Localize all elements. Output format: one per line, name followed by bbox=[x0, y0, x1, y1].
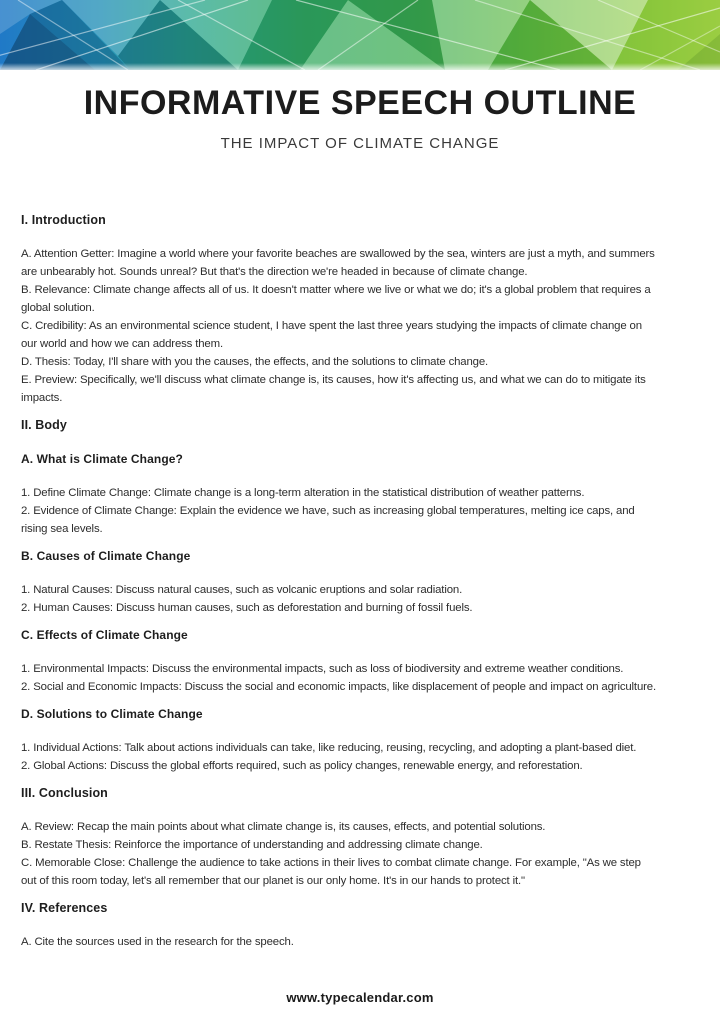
banner-geometric-art bbox=[0, 0, 720, 70]
outline-item: A. Attention Getter: Imagine a world where your favorite beaches are swallowed by the sea, winters are just a myth, and summers are unbearably hot. Sounds unreal? But that's the direction we're headed in because of climate change. bbox=[21, 248, 655, 278]
outline-item: A. Cite the sources used in the research for the speech. bbox=[21, 936, 294, 948]
outline-item: 2. Social and Economic Impacts: Discuss the social and economic impacts, like displacement of people and impact on agriculture. bbox=[21, 681, 656, 693]
outline-item: 1. Individual Actions: Talk about actions individuals can take, like reducing, reusing, recycling, and adopting a plant-based diet. bbox=[21, 742, 637, 754]
heading-references: IV. References bbox=[21, 901, 108, 915]
subheading-causes-of-climate-change: B. Causes of Climate Change bbox=[21, 549, 191, 563]
outline-item: B. Restate Thesis: Reinforce the importance of understanding and addressing climate change. bbox=[21, 839, 483, 851]
outline-item: 1. Define Climate Change: Climate change is a long-term alteration in the statistical distribution of weather patterns. bbox=[21, 487, 585, 499]
heading-conclusion: III. Conclusion bbox=[21, 786, 108, 800]
outline-item: C. Credibility: As an environmental science student, I have spent the last three years studying the impacts of climate change on our world and how we can address them. bbox=[21, 320, 642, 350]
outline-content bbox=[0, 153, 678, 951]
outline-item: 2. Global Actions: Discuss the global efforts required, such as policy changes, renewable energy, and reforestation. bbox=[21, 760, 583, 772]
outline-item: A. Review: Recap the main points about what climate change is, its causes, effects, and potential solutions. bbox=[21, 821, 546, 833]
outline-item: 2. Human Causes: Discuss human causes, such as deforestation and burning of fossil fuels. bbox=[21, 602, 473, 614]
outline-item: 1. Natural Causes: Discuss natural causes, such as volcanic eruptions and solar radiation. bbox=[21, 584, 463, 596]
outline-item: 1. Environmental Impacts: Discuss the environmental impacts, such as loss of biodiversity and extreme weather conditions. bbox=[21, 663, 624, 675]
outline-item: D. Thesis: Today, I'll share with you the causes, the effects, and the solutions to climate change. bbox=[21, 356, 489, 368]
subheading-effects-of-climate-change: C. Effects of Climate Change bbox=[21, 628, 188, 642]
outline-item: E. Preview: Specifically, we'll discuss what climate change is, its causes, how it's affecting us, and what we can do to mitigate its impacts. bbox=[21, 374, 646, 404]
outline-item: 2. Evidence of Climate Change: Explain the evidence we have, such as increasing global temperatures, melting ice caps, and rising sea levels. bbox=[21, 505, 635, 535]
heading-body: II. Body bbox=[21, 418, 67, 432]
document-subtitle: THE IMPACT OF CLIMATE CHANGE bbox=[220, 135, 500, 152]
header-banner bbox=[0, 0, 720, 70]
subheading-solutions-to-climate-change: D. Solutions to Climate Change bbox=[21, 707, 203, 721]
outline-item: B. Relevance: Climate change affects all of us. It doesn't matter where we live or what we do; it's a global problem that requires a global solution. bbox=[21, 284, 651, 314]
footer-url[interactable]: www.typecalendar.com bbox=[286, 990, 434, 1005]
document-title: INFORMATIVE SPEECH OUTLINE bbox=[83, 84, 637, 122]
heading-introduction: I. Introduction bbox=[21, 213, 106, 227]
subheading-what-is-climate-change: A. What is Climate Change? bbox=[21, 452, 183, 466]
outline-item: C. Memorable Close: Challenge the audience to take actions in their lives to combat climate change. For example, "As we step out of this room today, let's all remember that our planet is our only home. It's in our hands to protect it." bbox=[21, 857, 641, 887]
